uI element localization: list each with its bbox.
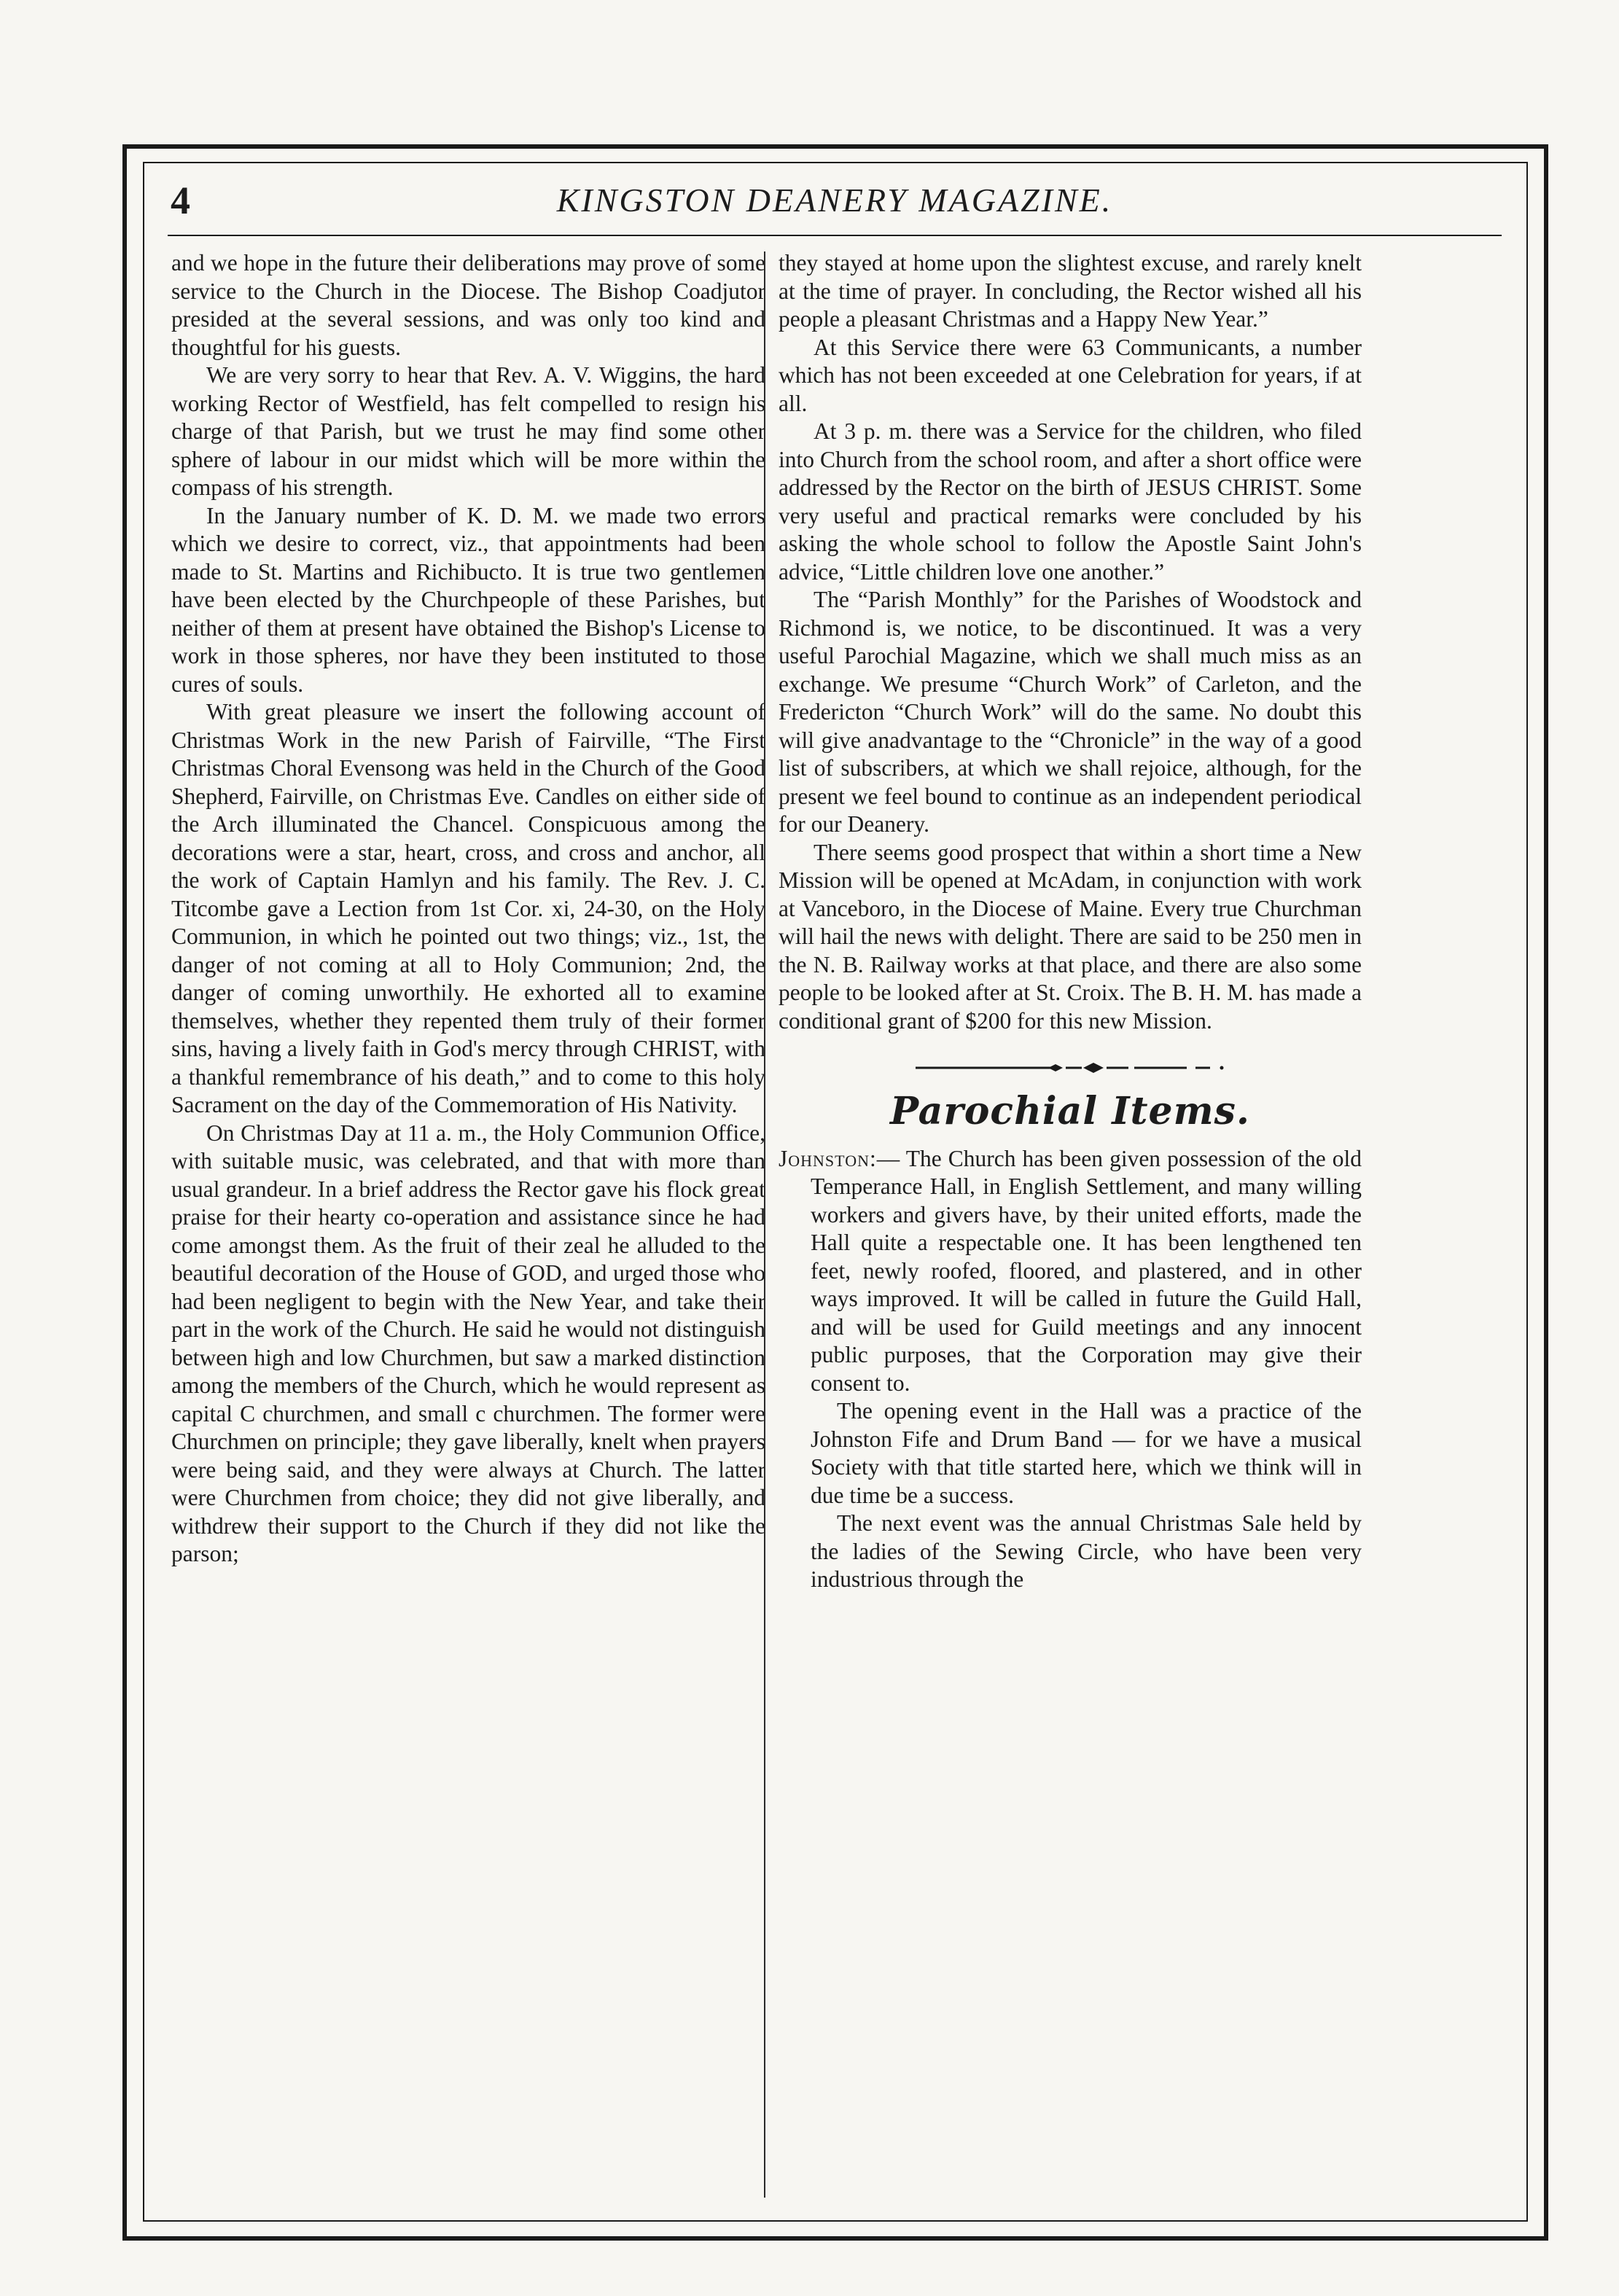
paragraph: We are very sorry to hear that Rev. A. V. Wiggins, the hard working Rector of Westfield, has felt compelled to resign his charge of that Parish, but we trust he may find some other sphere of labour in our midst which will be more within the compass of his strength. xyxy=(171,362,765,500)
paragraph xyxy=(779,1145,1362,1398)
column-divider xyxy=(764,251,765,2198)
place-name: Johnston: xyxy=(779,1145,877,1171)
page-number: 4 xyxy=(171,179,190,222)
section-ornament xyxy=(910,1060,1230,1076)
paragraph: The “Parish Monthly” for the Parishes of Woodstock and Richmond is, we notice, to be discontinued. It was a very useful Parochial Magazine, which we shall much miss as an exchange. We presume “Church Work” of Carleton, and the Fredericton “Church Work” will do the same. No doubt this will give anadvantage to the “Chronicle” in the way of a good list of subscribers, at which we shall rejoice, although, for the present we feel bound to continue as an independent periodical for our Deanery. xyxy=(779,587,1362,837)
paragraph: On Christmas Day at 11 a. m., the Holy Communion Office, with suitable music, was celebrated, and that with more than usual grandeur. In a brief address the Rector gave his flock great praise for their hearty co-operation and assistance since he had come amongst them. As the fruit of their zeal he alluded to the beautiful decoration of the House of GOD, and urged those who had been negligent to begin with the New Year, and take their part in the work of the Church. He said he would not distinguish between high and low Churchmen, but saw a marked distinction among the members of the Church, which he would represent as capital C churchmen, and small c churchmen. The former were Churchmen on principle; they gave liberally, knelt when prayers were being said, and they were always at Church. The latter were Churchmen from choice; they did not give liberally, and withdrew their support to the Church if they did not like the parson; xyxy=(171,1120,765,1566)
right-column xyxy=(779,249,1362,1594)
paragraph: At this Service there were 63 Communicants, a number which has not been exceeded at one Celebration for years, if at all. xyxy=(779,334,1362,416)
paragraph: In the January number of K. D. M. we made two errors which we desire to correct, viz., that appointments had been made to St. Martins and Richibucto. It is true two gentlemen have been elected by the Churchpeople of these Parishes, but neither of them at present have obtained the Bishop's License to work in those spheres, nor have they been instituted to those cures of souls. xyxy=(171,502,765,697)
paragraph: The next event was the annual Christmas Sale held by the ladies of the Sewing Circle, who have been very industrious through the xyxy=(811,1510,1362,1592)
header-rule xyxy=(168,235,1502,236)
paragraph: and we hope in the future their deliberations may prove of some service to the Church in the Diocese. The Bishop Coadjutor presided at the several sessions, and was only too kind and thoughtful for his guests. xyxy=(171,250,765,360)
parochial-item-johnston xyxy=(779,1145,1362,1594)
paragraph: The opening event in the Hall was a practice of the Johnston Fife and Drum Band — for we have a musical Society with that title started here, which we think will in due time be a success. xyxy=(811,1398,1362,1508)
item-text: — The Church has been given possession of the old Temperance Hall, in English Settlement, and many willing workers and givers have, by their united efforts, made the Hall quite a respectable one. It has been lengthened ten feet, newly roofed, floored, and plastered, and in other ways improved. It will be called in future the Guild Hall, and will be used for Guild meetings and any innocent public purposes, that the Corporation may give their consent to. xyxy=(811,1145,1362,1396)
left-column xyxy=(171,249,765,1569)
paragraph: With great pleasure we insert the following account of Christmas Work in the new Parish of Fairville, “The First Christmas Choral Evensong was held in the Church of the Good Shepherd, Fairville, on Christmas Eve. Candles on either side of the Arch illuminated the Chancel. Conspicuous among the decorations were a star, heart, cross, and cross and anchor, all the work of Captain Hamlyn and his family. The Rev. J. C. Titcombe gave a Lection from 1st Cor. xi, 24-30, on the Holy Communion, in which he pointed out two things; viz., 1st, the danger of not coming at all to Holy Communion; 2nd, the danger of coming unworthily. He exhorted all to examine themselves, whether they repented them truly of their former sins, having a lively faith in God's mercy through CHRIST, with a thankful remembrance of his death,” and to come to this holy Sacrament on the day of the Commemoration of His Nativity. xyxy=(171,699,765,1117)
paragraph: At 3 p. m. there was a Service for the children, who filed into Church from the school room, and after a short office were addressed by the Rector on the birth of JESUS CHRIST. Some very useful and practical remarks were concluded by his asking the whole school to follow the Apostle Saint John's advice, “Little children love one another.” xyxy=(779,418,1362,585)
page-header xyxy=(168,173,1502,239)
magazine-title: KINGSTON DEANERY MAGAZINE. xyxy=(556,181,1113,219)
parochial-items-heading: Parochial Items. xyxy=(889,1089,1251,1133)
paragraph: There seems good prospect that within a short time a New Mission will be opened at McAdam, in conjunction with work at Vanceboro, in the Diocese of Maine. Every true Churchman will hail the news with delight. There are said to be 250 men in the N. B. Railway works at that place, and there are also some people to be looked after at St. Croix. The B. H. M. has made a conditional grant of $200 for this new Mission. xyxy=(779,839,1362,1034)
paragraph: they stayed at home upon the slightest excuse, and rarely knelt at the time of prayer. In concluding, the Rector wished all his people a pleasant Christmas and a Happy New Year.” xyxy=(779,250,1362,332)
